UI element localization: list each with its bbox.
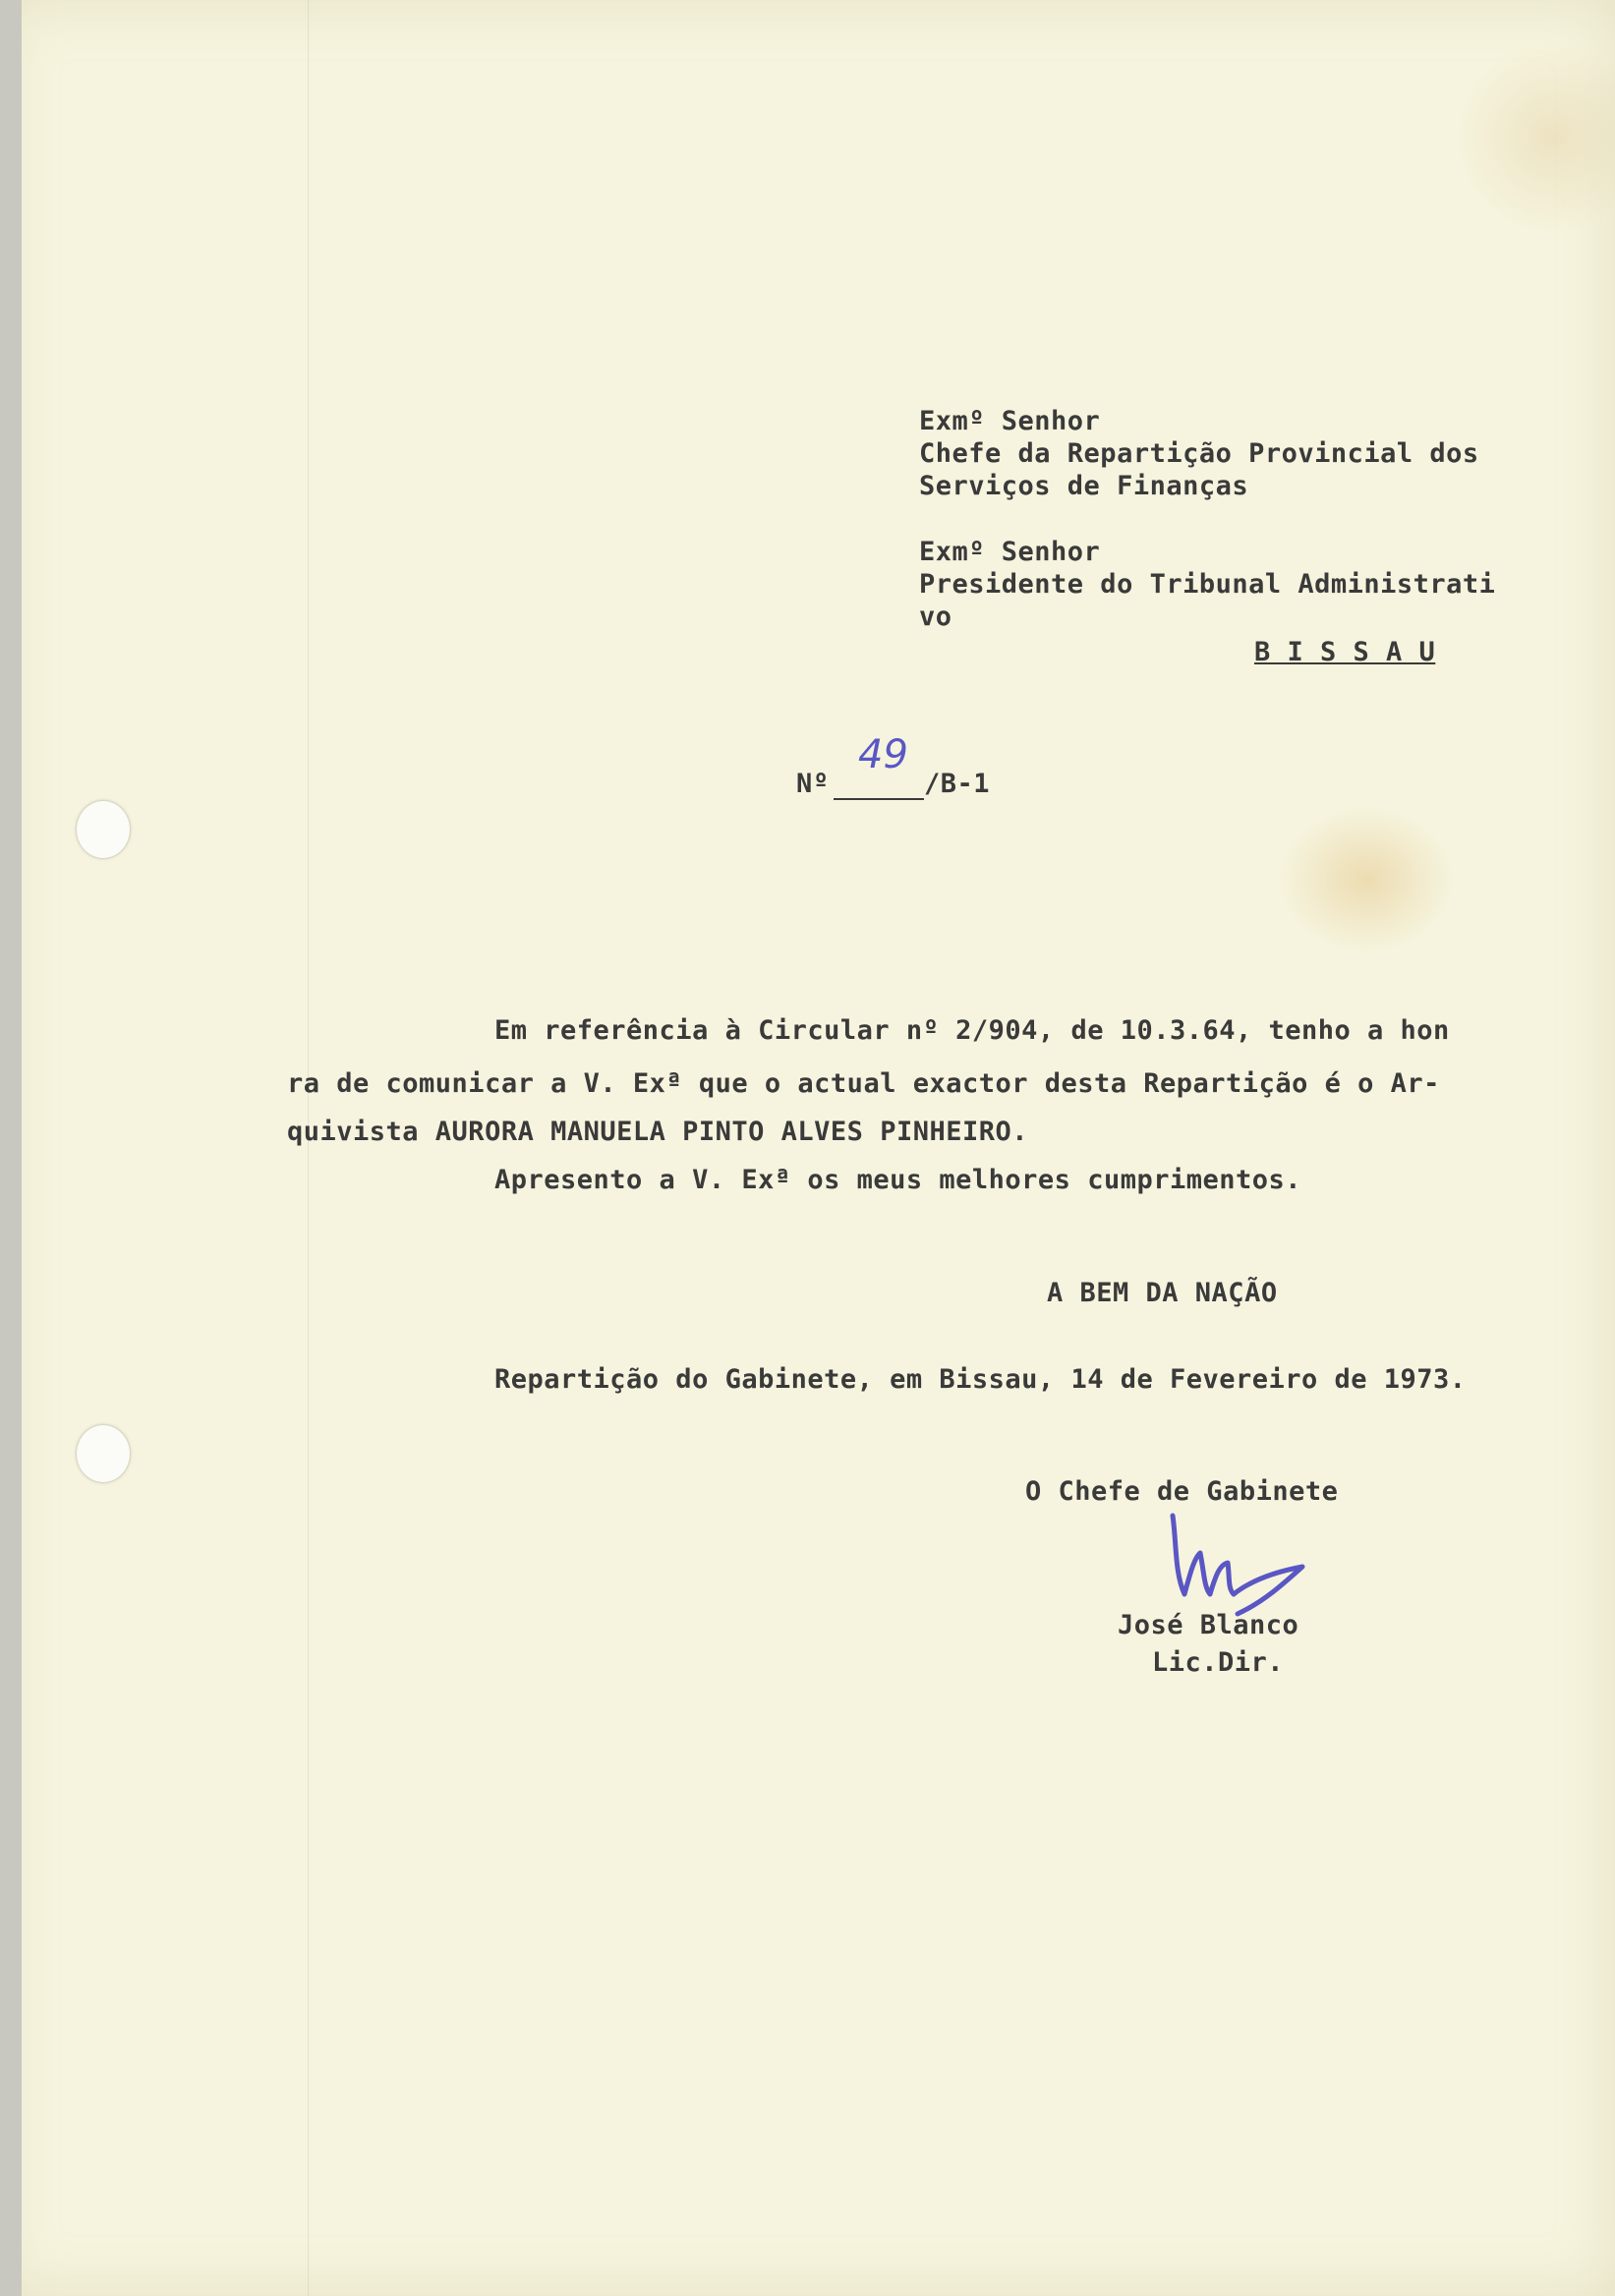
addressee-1-line2: Serviços de Finanças bbox=[919, 471, 1249, 501]
addressee-1-salutation: Exmº Senhor bbox=[919, 406, 1101, 436]
body-line-1: Em referência à Circular nº 2/904, de 10.3.64, tenho a hon bbox=[494, 1015, 1450, 1046]
addressee-city: B I S S A U bbox=[1254, 637, 1436, 667]
punch-hole bbox=[77, 801, 130, 858]
reference-suffix: /B-1 bbox=[924, 769, 991, 799]
body-line-3: quivista AURORA MANUELA PINTO ALVES PINHEIRO. bbox=[287, 1117, 1028, 1147]
closing-motto: A BEM DA NAÇÃO bbox=[1047, 1278, 1278, 1308]
reference-prefix: Nº bbox=[796, 769, 830, 799]
margin-fold-line bbox=[308, 0, 309, 2296]
reference-handwritten-number: 49 bbox=[858, 732, 908, 777]
punch-hole bbox=[77, 1425, 130, 1482]
addressee-1-line1: Chefe da Repartição Provincial dos bbox=[919, 438, 1479, 469]
addressee-2-salutation: Exmº Senhor bbox=[919, 537, 1101, 567]
scan-edge bbox=[0, 0, 22, 2296]
paper-stain bbox=[1278, 806, 1455, 953]
closing-place-date: Repartição do Gabinete, em Bissau, 14 de Fevereiro de 1973. bbox=[494, 1364, 1467, 1395]
signatory-name: José Blanco bbox=[1118, 1610, 1299, 1640]
addressee-2-line1: Presidente do Tribunal Administrati bbox=[919, 569, 1496, 600]
body-line-4: Apresento a V. Exª os meus melhores cumprimentos. bbox=[494, 1165, 1302, 1195]
addressee-2-line2: vo bbox=[919, 602, 952, 632]
paper-stain bbox=[1455, 39, 1615, 236]
reference-number-blank bbox=[834, 798, 924, 800]
closing-title: O Chefe de Gabinete bbox=[1025, 1476, 1339, 1507]
body-line-2: ra de comunicar a V. Exª que o actual exactor desta Repartição é o Ar- bbox=[287, 1068, 1440, 1099]
signatory-qualifier: Lic.Dir. bbox=[1152, 1647, 1285, 1678]
